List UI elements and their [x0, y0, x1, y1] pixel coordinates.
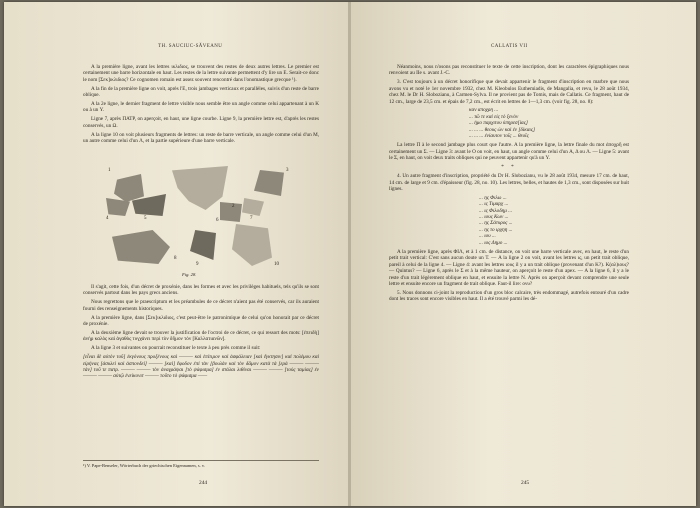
- fragment-6: [220, 202, 242, 222]
- footnote: ¹) V. Pape-Benseler, Wörterbuch der griechischen Eigennamen, s. v.: [83, 460, 319, 468]
- fragment-number: 7: [250, 216, 253, 221]
- left-paragraph: A la 2e ligne, le dernier fragment de lettre visible nous semble être un angle comme celui appartenant à un Κ ou à un Υ.: [83, 101, 319, 114]
- inscription-line: ... ης το ιρχηη ...: [479, 226, 513, 233]
- left-paragraph: A la première ligne, avant les lettres ικλιδιος, se trouvent des restes de deux autres lettres. Le premier est certainement une barre horizontale en haut. Les restes de la lettre suivante permettent d'y lire un Ε. Serait-ce donc le nom [Σεκ]ικλιδιος? Ce cognomen romain est assez souvent rencontré dans l'onomastique grecque ¹).: [83, 64, 320, 83]
- left-paragraph: Ligne 7, après ΠΑΤΡ, on aperçoit, en haut, une ligne courbe. Ligne 9, la première lettre est, d'après les restes conservés, un Ω.: [83, 116, 319, 129]
- page-number-left: 244: [199, 480, 208, 486]
- fragment-number: 4: [106, 216, 109, 221]
- inscription-line: ... ιος Δημο ...: [479, 239, 508, 246]
- inscription-line: ... ις Φιλοδημ ...: [479, 207, 513, 214]
- fragment-7: [242, 198, 264, 216]
- right-page: [351, 2, 696, 506]
- right-paragraph: Néanmoins, nous n'osons pas reconstituer le texte de cette inscription, dont les caractères épigraphiques nous renvoient au IIe s. avant J.-C.: [389, 64, 629, 77]
- fragment-number: 1: [108, 168, 111, 173]
- left-page: [4, 2, 349, 506]
- left-paragraph: A la fin de la première ligne on voit, après l'Ε, trois jambages verticaux et parallèles, suivis d'un reste de barre oblique.: [83, 85, 319, 99]
- inscription-block-4: [479, 195, 629, 246]
- fragment-2: [172, 166, 228, 210]
- left-paragraph: A la première ligne, dans [Σεκ]ικλιδιος, c'est peut-être le patronimique de celui qu'on honorait par ce décret de proxénie.: [83, 314, 319, 328]
- right-paragraph: 5. Nous donnons ci-joint la reproduction d'un gros bloc calcaire, très endommagé, autrefois entouré d'un cadre dont les traces sont encore visibles en haut. Il a été trouvé parmi les dé-: [389, 290, 629, 303]
- fragment-9: [190, 230, 216, 260]
- inscription-line: ... ... ... ἐνίαυτον τοῖς ... θεοῖς: [469, 133, 529, 140]
- fragment-1: [114, 174, 144, 202]
- fragment-number: 3: [286, 168, 289, 173]
- fragment-number: 6: [216, 218, 219, 223]
- right-paragraph: 4. Un autre fragment d'inscription, propriété du Dr H. Slobozianu, vu le 28 août 1934, mesure 17 cm. de haut, 14 cm. de large et 9 cm. d'épaisseur (fig. 28, no. 10). Les lettres, belles, et hautes de 1,3 cm., sont disposées sur huit lignes.: [389, 173, 629, 192]
- left-text-upper: [83, 64, 319, 147]
- book-spread: [4, 2, 696, 506]
- fragment-number: 9: [196, 262, 199, 267]
- left-paragraph: A la ligne 3 et suivantes on pourrait reconstituer le texte à peu près comme il suit:: [91, 345, 261, 352]
- inscription-line: ... ἡμο παρχιτου ὑπηρεσ[ίας]: [469, 120, 528, 127]
- fragment-8: [112, 230, 170, 264]
- left-inscription-reconstruction: [εἶναι δὲ αὐτὸν τοῦ] ἐκγόνους προξένους καὶ ——— καὶ ἐπίτιμον καὶ ἀσφάλειαν [καὶ ἔγκτησιν] καὶ πολέμου καὶ εἰρήνας [ἀσυλεὶ καὶ ἀσπονδεὶ] ——— [καὶ] ἔφοδον ἐπὶ τὰν [βουλὰν καὶ τὸν δᾶμον κατὰ τὰ [ερά ——— ——— τὰν] τοῦ τε πατρ. ——— ——— τὸν ἀναγράψαι [τὸ ψάφισμα] ἐν στάλαι λιθίναι ——— ——— [τοὺς ταμίας] ἐν ——— ——— αὐτῷ ἐνείκονιτ ——— τοῦτο τὸ ψάφισμα ——: [83, 354, 319, 380]
- right-paragraph: 3. C'est toujours à un décret honorifique que devait appartenir le fragment d'inscription en marbre que nous avons vu et noté le 1er novembre 1932, chez M. Kleobulos Euthemiadis, de Mangalia, et revu, le 28 août 1934, chez M. le Dr H. Slobozianu, à Carmen-Sylva. Il ne provient pas de Tomis, mais de Callatis. Ce fragment, haut de 12 cm., large de 23,5 cm. et épais de 7,2 cm., est écrit en lettres de 1—1,3 cm. (voir fig. 28, no. 8):: [389, 79, 629, 105]
- fragment-number: 10: [274, 262, 279, 267]
- right-text: [389, 64, 629, 305]
- section-separator: * *: [501, 164, 517, 171]
- inscription-block-3: [469, 107, 629, 139]
- page-number-right: 245: [521, 480, 530, 486]
- inscription-line: ... ης Σάτυρος ...: [479, 220, 513, 227]
- fragment-number: 5: [144, 216, 147, 221]
- inscription-line: ... ις Τιμαρχ ...: [479, 201, 509, 208]
- inscription-line: ... τῶ τε καὶ εἰς τὸ ξενὸν: [469, 113, 519, 120]
- fragment-10: [232, 224, 272, 266]
- fragment-number: 2: [232, 204, 235, 209]
- left-paragraph: Il s'agit, cette fois, d'un décret de proxénie, dans les formes et avec les privilèges habituels, tels qu'ils se sont conservés partout dans les pays grecs anciens.: [83, 284, 319, 297]
- inscription-line: καν αποχρη ...: [469, 107, 499, 114]
- figure-28-fragments: [104, 164, 294, 276]
- left-paragraph: A la deuxième ligne devait se trouver la justification de l'octroi de ce décret, ce qui ressort des mots: [ἐπειδὴ] ἀνὴρ καλὸς καὶ ἀγαθὸς τυγχάνει περὶ τὸν δῆμον τὸν [Καλλατιανῶν].: [83, 329, 319, 343]
- figure-caption: Fig. 28.: [182, 272, 197, 277]
- inscription-line: ... ης Φιλω ...: [479, 194, 507, 201]
- left-text-lower: [83, 284, 319, 382]
- inscription-line: ... ιους Κων ...: [479, 214, 509, 221]
- right-paragraph: A la première ligne, après ΦΙΛ, et à 1 cm. de distance, on voit une barre verticale avec, en haut, le reste d'un petit trait vertical: C'est sans aucun doute un Τ. — A la ligne 2 on voit, avant les lettres ις, un petit trait oblique, pareil à celui de la ligne 4. — Ligne 4: avant les lettres ιους il y a un trait oblique (provenant d'un Κ?). Κ(αλ)ιους? — Quintus? — Ligne 6, après le Σ et à la même hauteur, on aperçoit le reste d'un apex. — A la ligne 6, il y a le reste d'un trait légèrement oblique en haut, et ensuite la lettre Ν. Après on aperçoit devant comprendre une seule lettre et ensuite encore un fragment de trait oblique. Faut-il lire: ονυ?: [389, 249, 629, 288]
- left-paragraph: Nous regrettons que le praescriptum et les préambules de ce décret n'aient pas été conservés, car ils auraient fourni des renseignements historiques.: [83, 299, 319, 312]
- right-running-header: CALLATIS VII: [491, 44, 528, 49]
- inscription-line: ... ιου ...: [479, 233, 496, 240]
- left-running-header: TH. SAUCIUC-SĂVEANU: [158, 44, 223, 49]
- fragment-3: [254, 170, 284, 196]
- left-paragraph: A la ligne 10 on voit plusieurs fragments de lettres: un reste de barre verticale, un angle comme celui d'un Μ, un autre comme celui d'un Λ, et la partie supérieure d'une barre verticale.: [83, 131, 319, 145]
- right-paragraph: La lettre Π à le second jambage plus court que l'autre. A la première ligne, la lettre finale du mot ἀποχρῆ est certainement un Σ. — Ligne 3: avant le Ο on voit, en haut, un angle comme celui d'un Α, Δ ou Λ. — Ligne 5: avant le Σ, en haut, on voit deux traits obliques qui ne peuvent appartenir qu'à un Υ.: [389, 142, 629, 162]
- inscription-line: ... ... ... θεους ών καὶ ἐν [δίκαις]: [469, 126, 535, 133]
- fragment-number: 8: [174, 256, 177, 261]
